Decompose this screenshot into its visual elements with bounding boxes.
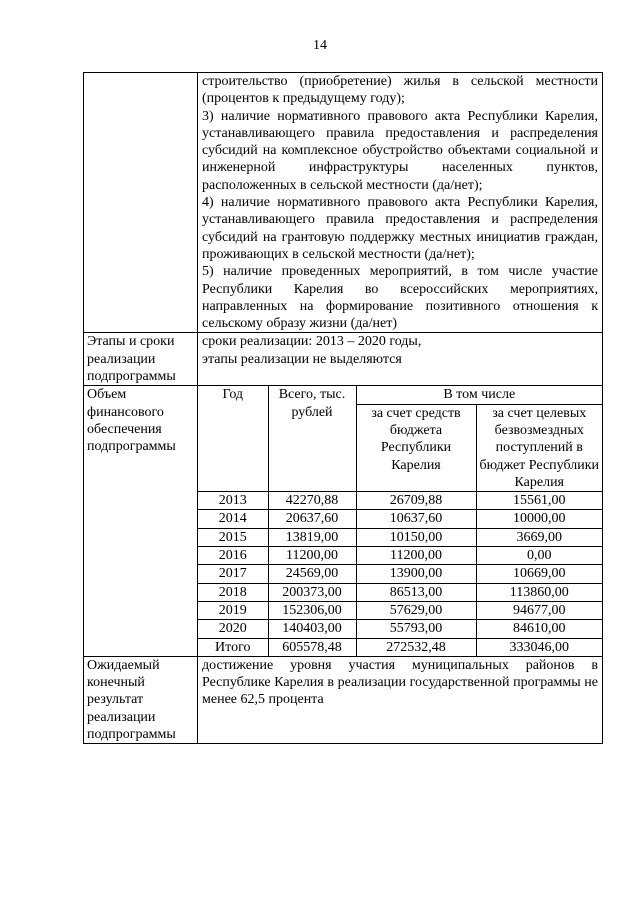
result-label: Ожидаемый конечный результат реализации подпрограммы: [84, 656, 198, 743]
year-cell: 2014: [198, 510, 268, 528]
year-cell: 2015: [198, 528, 268, 546]
finance-year-row: [198, 547, 602, 565]
budget-cell: 57629,00: [356, 601, 476, 619]
stages-line: сроки реализации: 2013 – 2020 годы,: [202, 334, 422, 350]
finance-label: Объем финансового обеспечения подпрограммы: [84, 386, 198, 656]
targeted-cell: 113860,00: [476, 583, 602, 601]
finance-year-row: [198, 528, 602, 546]
result-text: достижение уровня участия муниципальных районов в Республике Карелия в реализации государственной программы не менее 62,5 процента: [198, 656, 603, 743]
year-cell: 2017: [198, 565, 268, 583]
passport-table: [83, 72, 603, 744]
budget-cell: 272532,48: [356, 638, 476, 656]
page-number: 14: [313, 38, 327, 53]
indicators-row: [84, 73, 603, 333]
stages-content: [198, 333, 603, 386]
total-cell: 152306,00: [268, 601, 356, 619]
finance-row: [84, 386, 603, 656]
total-cell: 605578,48: [268, 638, 356, 656]
finance-year-row: [198, 583, 602, 601]
finance-table: [198, 386, 602, 655]
including-header: В том числе: [356, 386, 602, 404]
year-header: Год: [198, 386, 268, 491]
targeted-cell: 84610,00: [476, 620, 602, 638]
targeted-cell: 3669,00: [476, 528, 602, 546]
stages-line: этапы реализации не выделяются: [202, 351, 402, 367]
targeted-cell: 10000,00: [476, 510, 602, 528]
targeted-cell: 10669,00: [476, 565, 602, 583]
indicator-line: строительство (приобретение) жилья в сельской местности (процентов к предыдущему году);: [202, 74, 598, 107]
stages-label: Этапы и сроки реализации подпрограммы: [84, 333, 198, 386]
indicator-line: 5) наличие проведенных мероприятий, в том числе участие Республики Карелия во всероссийских мероприятиях, направленных на формирование позитивного отношения к сельскому образу жизни (да/нет): [202, 264, 598, 332]
year-cell: 2016: [198, 547, 268, 565]
year-cell: 2018: [198, 583, 268, 601]
indicators-row-label: [84, 73, 198, 333]
year-cell: Итого: [198, 638, 268, 656]
total-cell: 13819,00: [268, 528, 356, 546]
finance-year-row: [198, 601, 602, 619]
targeted-cell: 333046,00: [476, 638, 602, 656]
indicator-line: 4) наличие нормативного правового акта Республики Карелия, устанавливающего правила предоставления и распределения субсидий на грантовую поддержку местных инициатив граждан, проживающих в сельской местности (да/нет);: [202, 195, 598, 262]
budget-cell: 55793,00: [356, 620, 476, 638]
total-cell: 200373,00: [268, 583, 356, 601]
year-cell: 2019: [198, 601, 268, 619]
budget-header: за счет средств бюджета Республики Карелия: [356, 404, 476, 491]
total-cell: 140403,00: [268, 620, 356, 638]
result-row: [84, 656, 603, 743]
finance-year-row: [198, 620, 602, 638]
budget-cell: 86513,00: [356, 583, 476, 601]
indicator-line: 3) наличие нормативного правового акта Республики Карелия, устанавливающего правила предоставления и распределения субсидий на комплексное обустройство объектами социальной и инженерной инфраструктуры населенных пунктов, расположенных в сельской местности (да/нет);: [202, 108, 598, 193]
stages-row: [84, 333, 603, 386]
indicators-list: [198, 73, 603, 333]
budget-cell: 26709,88: [356, 492, 476, 510]
finance-cell: [198, 386, 603, 656]
targeted-header: за счет целевых безвозмездных поступлений в бюджет Республики Карелия: [476, 404, 602, 491]
total-header: Всего, тыс. рублей: [268, 386, 356, 491]
budget-cell: 13900,00: [356, 565, 476, 583]
targeted-cell: 15561,00: [476, 492, 602, 510]
finance-header-row: [198, 386, 602, 404]
targeted-cell: 0,00: [476, 547, 602, 565]
total-cell: 42270,88: [268, 492, 356, 510]
total-cell: 20637,60: [268, 510, 356, 528]
total-cell: 11200,00: [268, 547, 356, 565]
budget-cell: 11200,00: [356, 547, 476, 565]
budget-cell: 10637,60: [356, 510, 476, 528]
year-cell: 2020: [198, 620, 268, 638]
total-cell: 24569,00: [268, 565, 356, 583]
finance-year-row: [198, 510, 602, 528]
budget-cell: 10150,00: [356, 528, 476, 546]
targeted-cell: 94677,00: [476, 601, 602, 619]
year-cell: 2013: [198, 492, 268, 510]
finance-total-row: [198, 638, 602, 656]
finance-year-row: [198, 565, 602, 583]
finance-year-row: [198, 492, 602, 510]
